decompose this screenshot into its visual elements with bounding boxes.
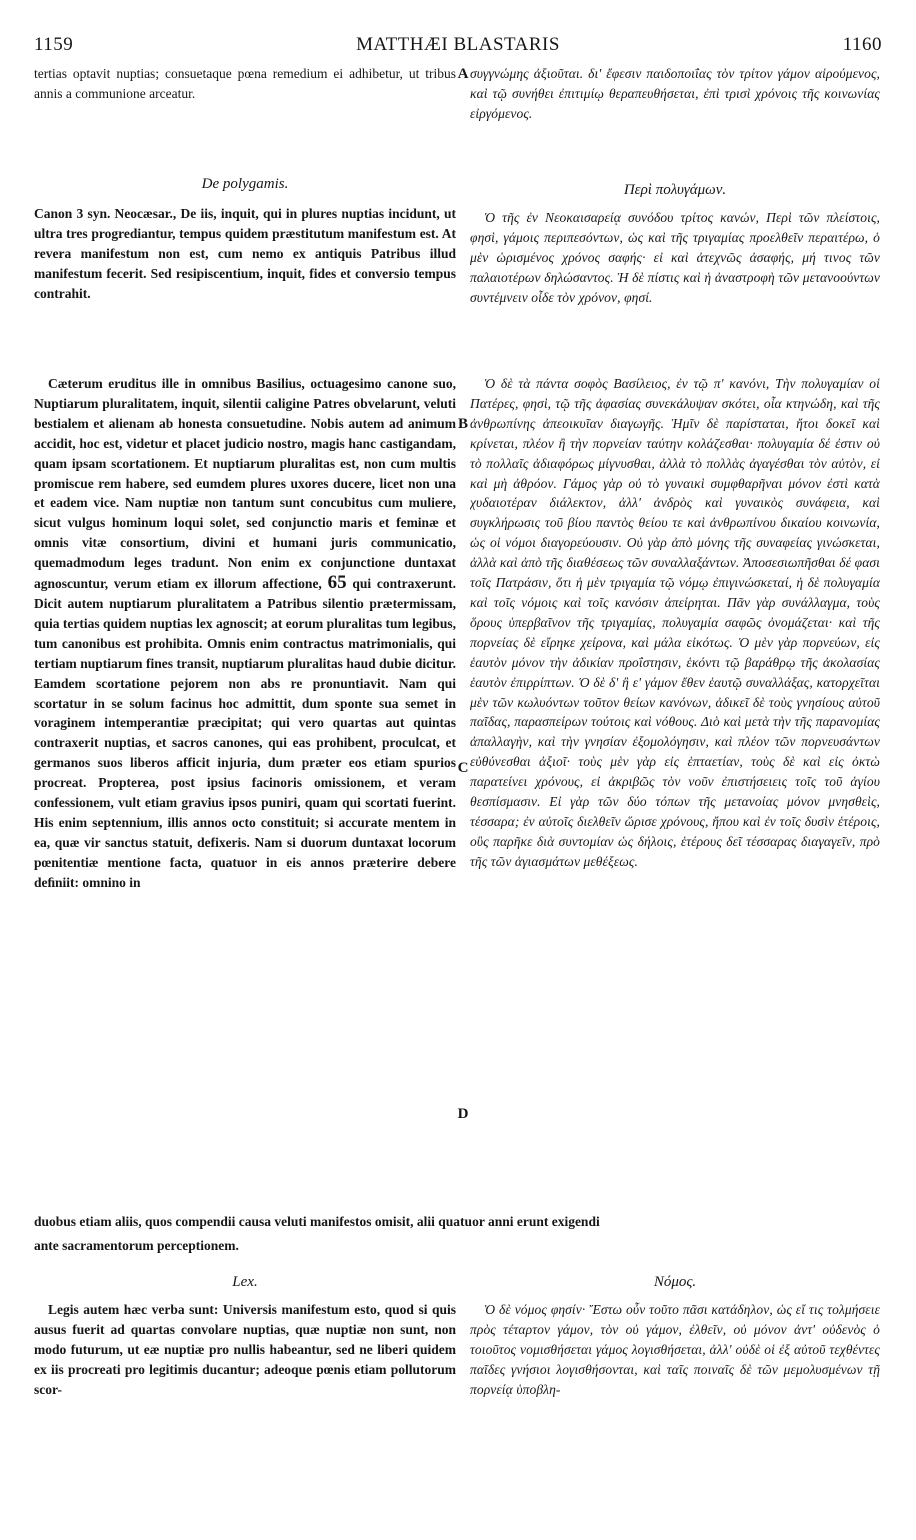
latin-law-text: Legis autem hæc verba sunt: Universis manifestum esto, quod si quis ausus fuerit ad quartas convolare nuptias, quæ nuptiæ non sunt, non modo futurum, ut eæ nuptiæ pro nullis habeantur, sed ne liberi quidem ex iis procreati pro legitimis ducantur; adeoque pœnis etiam pollutorum scor- <box>34 1302 456 1397</box>
margin-letter-a: A <box>457 66 469 82</box>
greek-law-text: Ὁ δὲ νόμος φησίν· Ἔστω οὖν τοῦτο πᾶσι κατάδηλον, ὡς εἴ τις τολμήσειε πρὸς τέταρτον γάμον, τὸν οὐ γάμον, ἐλθεῖν, οὐ μόνον ἀντ' οὐδενὸς ὁ τοιοῦτος νομισθήσεται γάμος λογισθήσεται, ἀλλ' οὐδὲ οἱ ἐξ αὐτοῦ τεχθέντες παῖδες γνήσιοι λογισθήσονται, καὶ ταῖς ποιναῖς δὲ τῶν μεμολυσμένων τῇ πορνείᾳ ὑποβλη- <box>470 1302 880 1397</box>
greek-basil-paragraph <box>470 374 880 1204</box>
fullwidth-line: duobus etiam aliis, quos compendii causa veluti manifestos omisit, alii quatuor anni erunt exigendi <box>34 1214 600 1229</box>
margin-letter-c: C <box>457 760 469 776</box>
latin-canon-text: Canon 3 syn. Neocæsar., De iis, inquit, qui in plures nuptias incidunt, ut ultra tres progrediantur, tempus quidem præstitutum manifestum est. At revera manifestum non est, cum nemo ex antiquis Patribus illud manifestum fecerit. Sed resipiscentium, inquit, fides et conversio tempus contrahit. <box>34 206 456 301</box>
latin-heading-polygamis: De polygamis. <box>201 176 289 192</box>
page-number-left: 1159 <box>34 34 74 55</box>
latin-last-line: ante sacramentorum perceptionem. <box>34 1238 239 1253</box>
latin-law-paragraph <box>34 1300 456 1440</box>
greek-heading-polygamon: Περὶ πολυγάμων. <box>623 182 727 198</box>
margin-letter-d: D <box>457 1106 469 1122</box>
greek-intro <box>470 64 880 154</box>
greek-basil-text: Ὁ δὲ τὰ πάντα σοφὸς Βασίλειος, ἐν τῷ π' κανόνι, Τὴν πολυγαμίαν οἱ Πατέρες, φησὶ, τῷ τῆς ἀφασίας συνεκάλυψαν σκότει, οἷα κτηνώδη, καὶ τῆς ἀνθρωπίνης ἀπεοικυῖαν διαγωγῆς. Ἡμῖν δὲ παρίσταται, ἤτοι δοκεῖ καὶ κρίνεται, πλέον ἢ τὴν πορνείαν ταύτην κολάζεσθαι· πολυγαμία δέ ἐστιν οὐ τὸ πολλαῖς ἀδιαφόρως μίγνυσθαι, ἀλλὰ τὸ πολλὰς ἀγαγέσθαι τὸν αὐτὸν, εἰ καὶ μὴ ἀθρόον. Γάμος γὰρ οὐ τὸ γυναικὶ συμφθαρῆναι μόνον ἐστὶ κατὰ χυδαιοτέραν διάλεκτον, ἀλλ' ἀνδρὸς καὶ γυναικὸς συνάφεια, καὶ συγκλήρωσις τοῦ βίου παντὸς θείου τε καὶ ἀνθρωπίνου δικαίου κοινωνία, ὡς οἱ νόμοι διαγορεύουσιν. Οὐ γὰρ ἀπὸ μόνης τῆς συναφείας γινώσκεται, ἀλλὰ καὶ ἀπὸ τῆς διαθέσεως τῶν συναλλαξάντων. Ἀποσεσιωπῆσθαι δέ φασι τοῖς Πατράσιν, ὅτι ἡ μὲν τριγαμία τῷ νόμῳ ἐπιγινώσκεταί, ἡ δὲ πολυγαμία καὶ τοῖς νόμοις καὶ τοῖς κανόσιν ἀπείρηται. Πᾶν γὰρ συνάλλαγμα, τοὺς ὅρους ὑπερβαῖνον τῆς τριγαμίας, πολυγαμία σαφῶς ὀνομάζεται· καὶ τῆς πορνείας δὲ εἴρηκε χείρονα, καὶ μάλα εἰκότως. Ὁ μὲν γὰρ πορνεύων, εἰς ἑαυτὸν μόνον τὴν ἀδικίαν προΐστησιν, ἑκόντι τῷ βαράθρῳ τῆς ἀκολασίας ἑαυτὸν ἐπιρρίπτων. Ὁ δὲ δ' ἢ ε' γάμον ἔθεν ἑαυτῷ συναλλάξας, κατορχεῖται μὲν τῶν κωλυόντων τοῦτον θείων κανόνων, ἀδικεῖ δὲ τοὺς γνησίους αὐτοῦ παῖδας, παρασπείρων τούτοις καὶ νόθους. Διὸ καὶ μετὰ τὴν τῆς παρανομίας ἀπαλλαγὴν, καὶ τὴν γνησίαν ἐξομολόγησιν, καὶ πλέον τῶν πορνευσάντων εὐθύνεσθαι ἀξιοῖ· τοὺς μὲν γὰρ εἰς ἑπταετίαν, τοὺς δὲ καὶ εἰς ὀκτὼ παρατείνει χρόνους, εἰ ἀκριβῶς τὸν νοῦν ἐπιστήσειεις τοῖς τοῦ ἁγίου θεσπίσμασιν. Εἰ γὰρ τῶν δύο τόπων τῆς μετανοίας μόνον μνησθεὶς, τέσσαρα; ἐν αὐτοῖς διελθεῖν ὥρισε χρόνους, ἤπου καὶ ἐν τοῖς δυσὶν ἑτέροις, οὓς παρῆκε διὰ συντομίαν ὡς δήλοις, ἑτέρους δεῖ τέσσαρας διαγαγεῖν, πρὸ τῆς τῶν ἁγιασμάτων μεθέξεως. <box>470 376 880 869</box>
latin-basil-text-1: Cæterum eruditus ille in omnibus Basilius, octuagesimo canone suo, Nuptiarum pluralitatem, inquit, silentii caligine Patres obvelarunt, veluti bestialem et alienam ab honesta consuetudine. Nobis autem ad animum accidit, hoc est, videtur et placet judicio nostro, magis hanc castigandam, quam ipsam scortationem. Et nuptiarum pluralitas est, non cum multis promiscue rem habere, sed eumdem plures uxores ducere, licet non una et eadem vice. Nam nuptiæ non tantum sunt concubitus cum muliere, sicut vulgus hominum loqui solet, sed conjunctio maris et feminæ et omnis vitæ consortium, divini et humani juris communicatio, quemadmodum leges tradunt. Non enim ex conjunctione duntaxat agnoscuntur, verum etiam ex illorum affectione, <box>34 376 456 592</box>
page-number-right: 1160 <box>842 34 882 55</box>
latin-basil-paragraph <box>34 374 456 1214</box>
margin-letter-b: B <box>457 416 468 432</box>
greek-law-paragraph <box>470 1300 880 1440</box>
greek-canon-paragraph <box>470 208 880 374</box>
page-header <box>34 34 882 60</box>
latin-canon-paragraph <box>34 204 456 354</box>
folio-number-65: 65 <box>327 572 347 594</box>
greek-canon-text: Ὁ τῆς ἐν Νεοκαισαρείᾳ συνόδου τρίτος κανών, Περὶ τῶν πλείστοις, φησὶ, γάμοις περιπεσόντων, ὡς καὶ τῆς τριγαμίας προελθεῖν περαιτέρω, ὁ μὲν ὡρισμένος χρόνος σαφής· εἰ καὶ ἀτεχνῶς ἀσαφής, μή τινος τῶν παλαιοτέρων δηλώσαντος. Ἡ δὲ πίστις καὶ ἡ ἀναστροφὴ τῶν μετανοούντων συντέμνειν οἶδε τὸν χρόνον, φησί. <box>470 210 880 305</box>
latin-intro <box>34 64 456 126</box>
latin-intro-text: tertias optavit nuptias; consuetaque pœna remedium ei adhibetur, ut tribus annis a communione arceatur. <box>34 66 456 101</box>
latin-basil-text-2: qui contraxerunt. Dicit autem nuptiarum pluralitatem a Patribus silentio prætermissam, quia tertias quidem nuptias lex agnoscit; at eorum pluralitas tum legibus, tum canonibus est prohibita. Omnis enim contractus matrimonialis, qui tertiam nuptiarum fines transit, nuptiarum pluralitas haud dubie dicitur. Eamdem scortatione pejorem non abs re pronuntiavit. Nam qui scortatur in se solum facinus hoc admittit, dum sponte sua semet in voraginem intemperantiæ præcipitat; qui vero quartas aut quintas contraxerit nuptias, et sacros canones, qui eas prohibent, proculcat, et germanos suos liberos afficit injuria, dum præter eos etiam spurios procreat. Propterea, post ipsius facinoris omissionem, et veram confessionem, vult etiam gravius ipsos puniri, quam qui scortati fuerint. His enim septennium, illis annos octo constituit; si accurate mentem in ea, quæ vir sanctus statuit, defixeris. Nam si duorum duntaxat locorum pœnitentiæ mentione facta, quatuor in eis annos præterire debere deﬁniit: omnino in <box>34 576 456 890</box>
greek-intro-text: συγγνώμης ἀξιοῦται. δι' ἔφεσιν παιδοποιΐας τὸν τρίτον γάμον αἱρούμενος, καὶ τῷ συνήθει ἐπιτιμίῳ θεραπευθήσεται, ἐπὶ τρισὶ χρόνοις τῆς κοινωνίας εἰργόμενος. <box>470 66 880 121</box>
latin-heading-lex: Lex. <box>232 1274 258 1290</box>
greek-heading-nomos: Νόμος. <box>653 1274 697 1290</box>
running-title: MATTHÆI BLASTARIS <box>356 34 560 55</box>
